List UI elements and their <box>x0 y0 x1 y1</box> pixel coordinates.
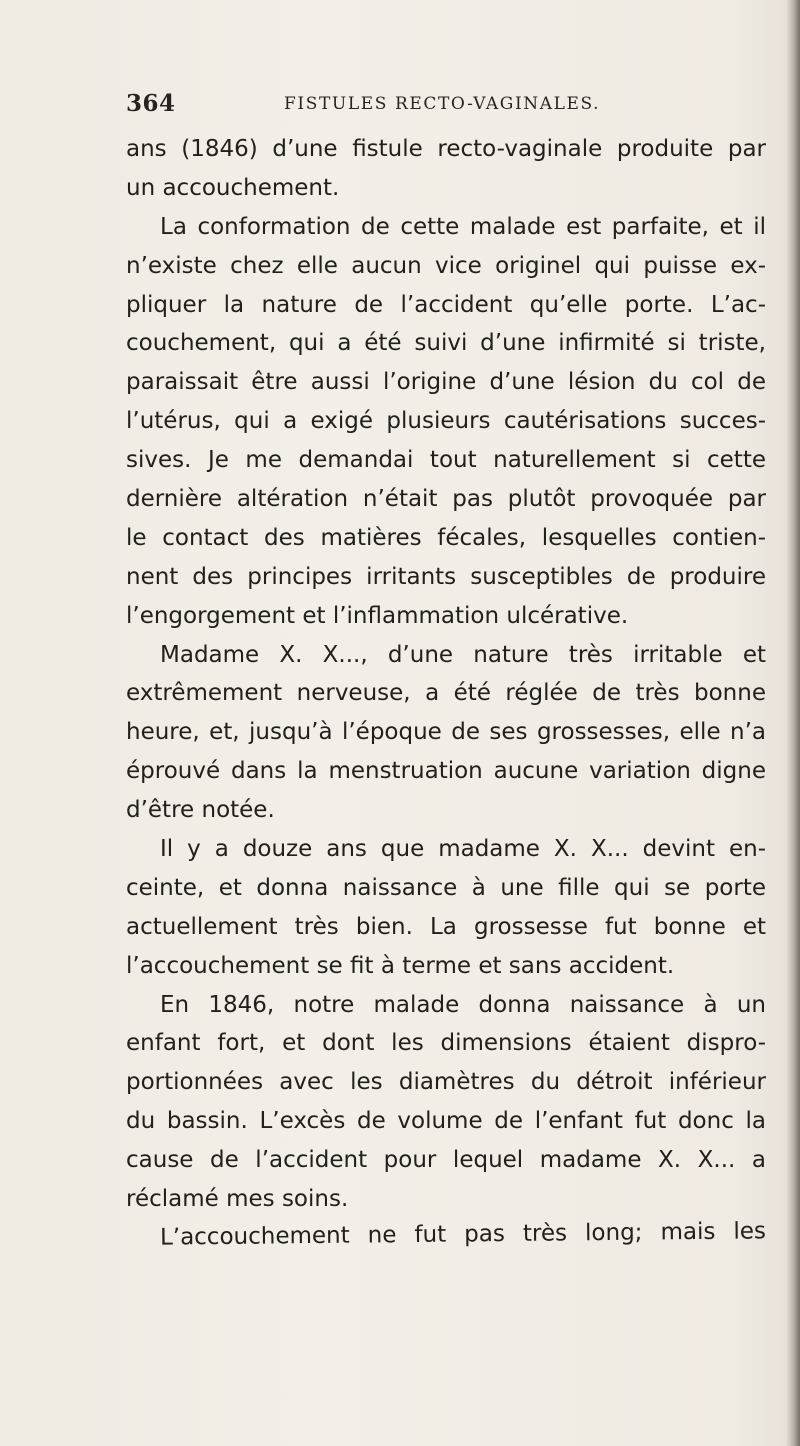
text-line: enfant fort, et dont les dimensions étaient dispro- <box>126 1030 766 1057</box>
text-line: l’accouchement se fit à terme et sans accident. <box>126 952 675 979</box>
text-line: Madame X. X..., d’une nature très irritable et <box>160 641 766 668</box>
running-head <box>126 90 766 122</box>
page-edge-shadow <box>786 0 800 1446</box>
text-line: éprouvé dans la menstruation aucune variation digne <box>126 758 766 785</box>
text-line: dernière altération n’était pas plutôt provoquée par <box>126 486 766 513</box>
text-line: d’être notée. <box>126 797 275 824</box>
text-line: cause de l’accident pour lequel madame X. X... a <box>126 1147 766 1174</box>
text-line: nent des principes irritants susceptibles de produire <box>126 563 766 590</box>
text-line: le contact des matières fécales, lesquelles contien- <box>126 524 766 551</box>
text-line: paraissait être aussi l’origine d’une lésion du col de <box>126 369 766 396</box>
body-text <box>126 130 766 1258</box>
text-line: Il y a douze ans que madame X. X... devint en- <box>160 836 766 863</box>
text-line: pliquer la nature de l’accident qu’elle porte. L’ac- <box>126 291 766 318</box>
text-line: L’accouchement ne fut pas très long; mais les <box>159 1218 767 1251</box>
text-line: sives. Je me demandai tout naturellement si cette <box>126 447 766 474</box>
text-line: portionnées avec les diamètres du détroit inférieur <box>126 1069 766 1096</box>
text-line: n’existe chez elle aucun vice originel qui puisse ex- <box>126 252 766 279</box>
text-line: l’engorgement et l’inflammation ulcérative. <box>126 602 629 629</box>
text-line: extrêmement nerveuse, a été réglée de très bonne <box>126 680 766 707</box>
running-title: FISTULES RECTO-VAGINALES. <box>284 94 601 114</box>
text-line: un accouchement. <box>126 174 340 201</box>
page-number: 364 <box>126 90 176 117</box>
text-line: ceinte, et donna naissance à une fille qui se porte <box>126 874 766 901</box>
text-line: ans (1846) d’une fistule recto-vaginale produite par <box>126 136 766 162</box>
text-line: l’utérus, qui a exigé plusieurs cautérisations succes- <box>126 408 766 435</box>
text-line: du bassin. L’excès de volume de l’enfant fut donc la <box>126 1108 766 1135</box>
text-line: heure, et, jusqu’à l’époque de ses grossesses, elle n’a <box>126 719 766 746</box>
text-line: La conformation de cette malade est parfaite, et il <box>160 213 766 240</box>
text-line: réclamé mes soins. <box>126 1186 349 1213</box>
text-line: couchement, qui a été suivi d’une infirmité si triste, <box>126 330 766 357</box>
text-line: actuellement très bien. La grossesse fut bonne et <box>126 913 766 940</box>
text-line: En 1846, notre malade donna naissance à un <box>160 991 766 1018</box>
